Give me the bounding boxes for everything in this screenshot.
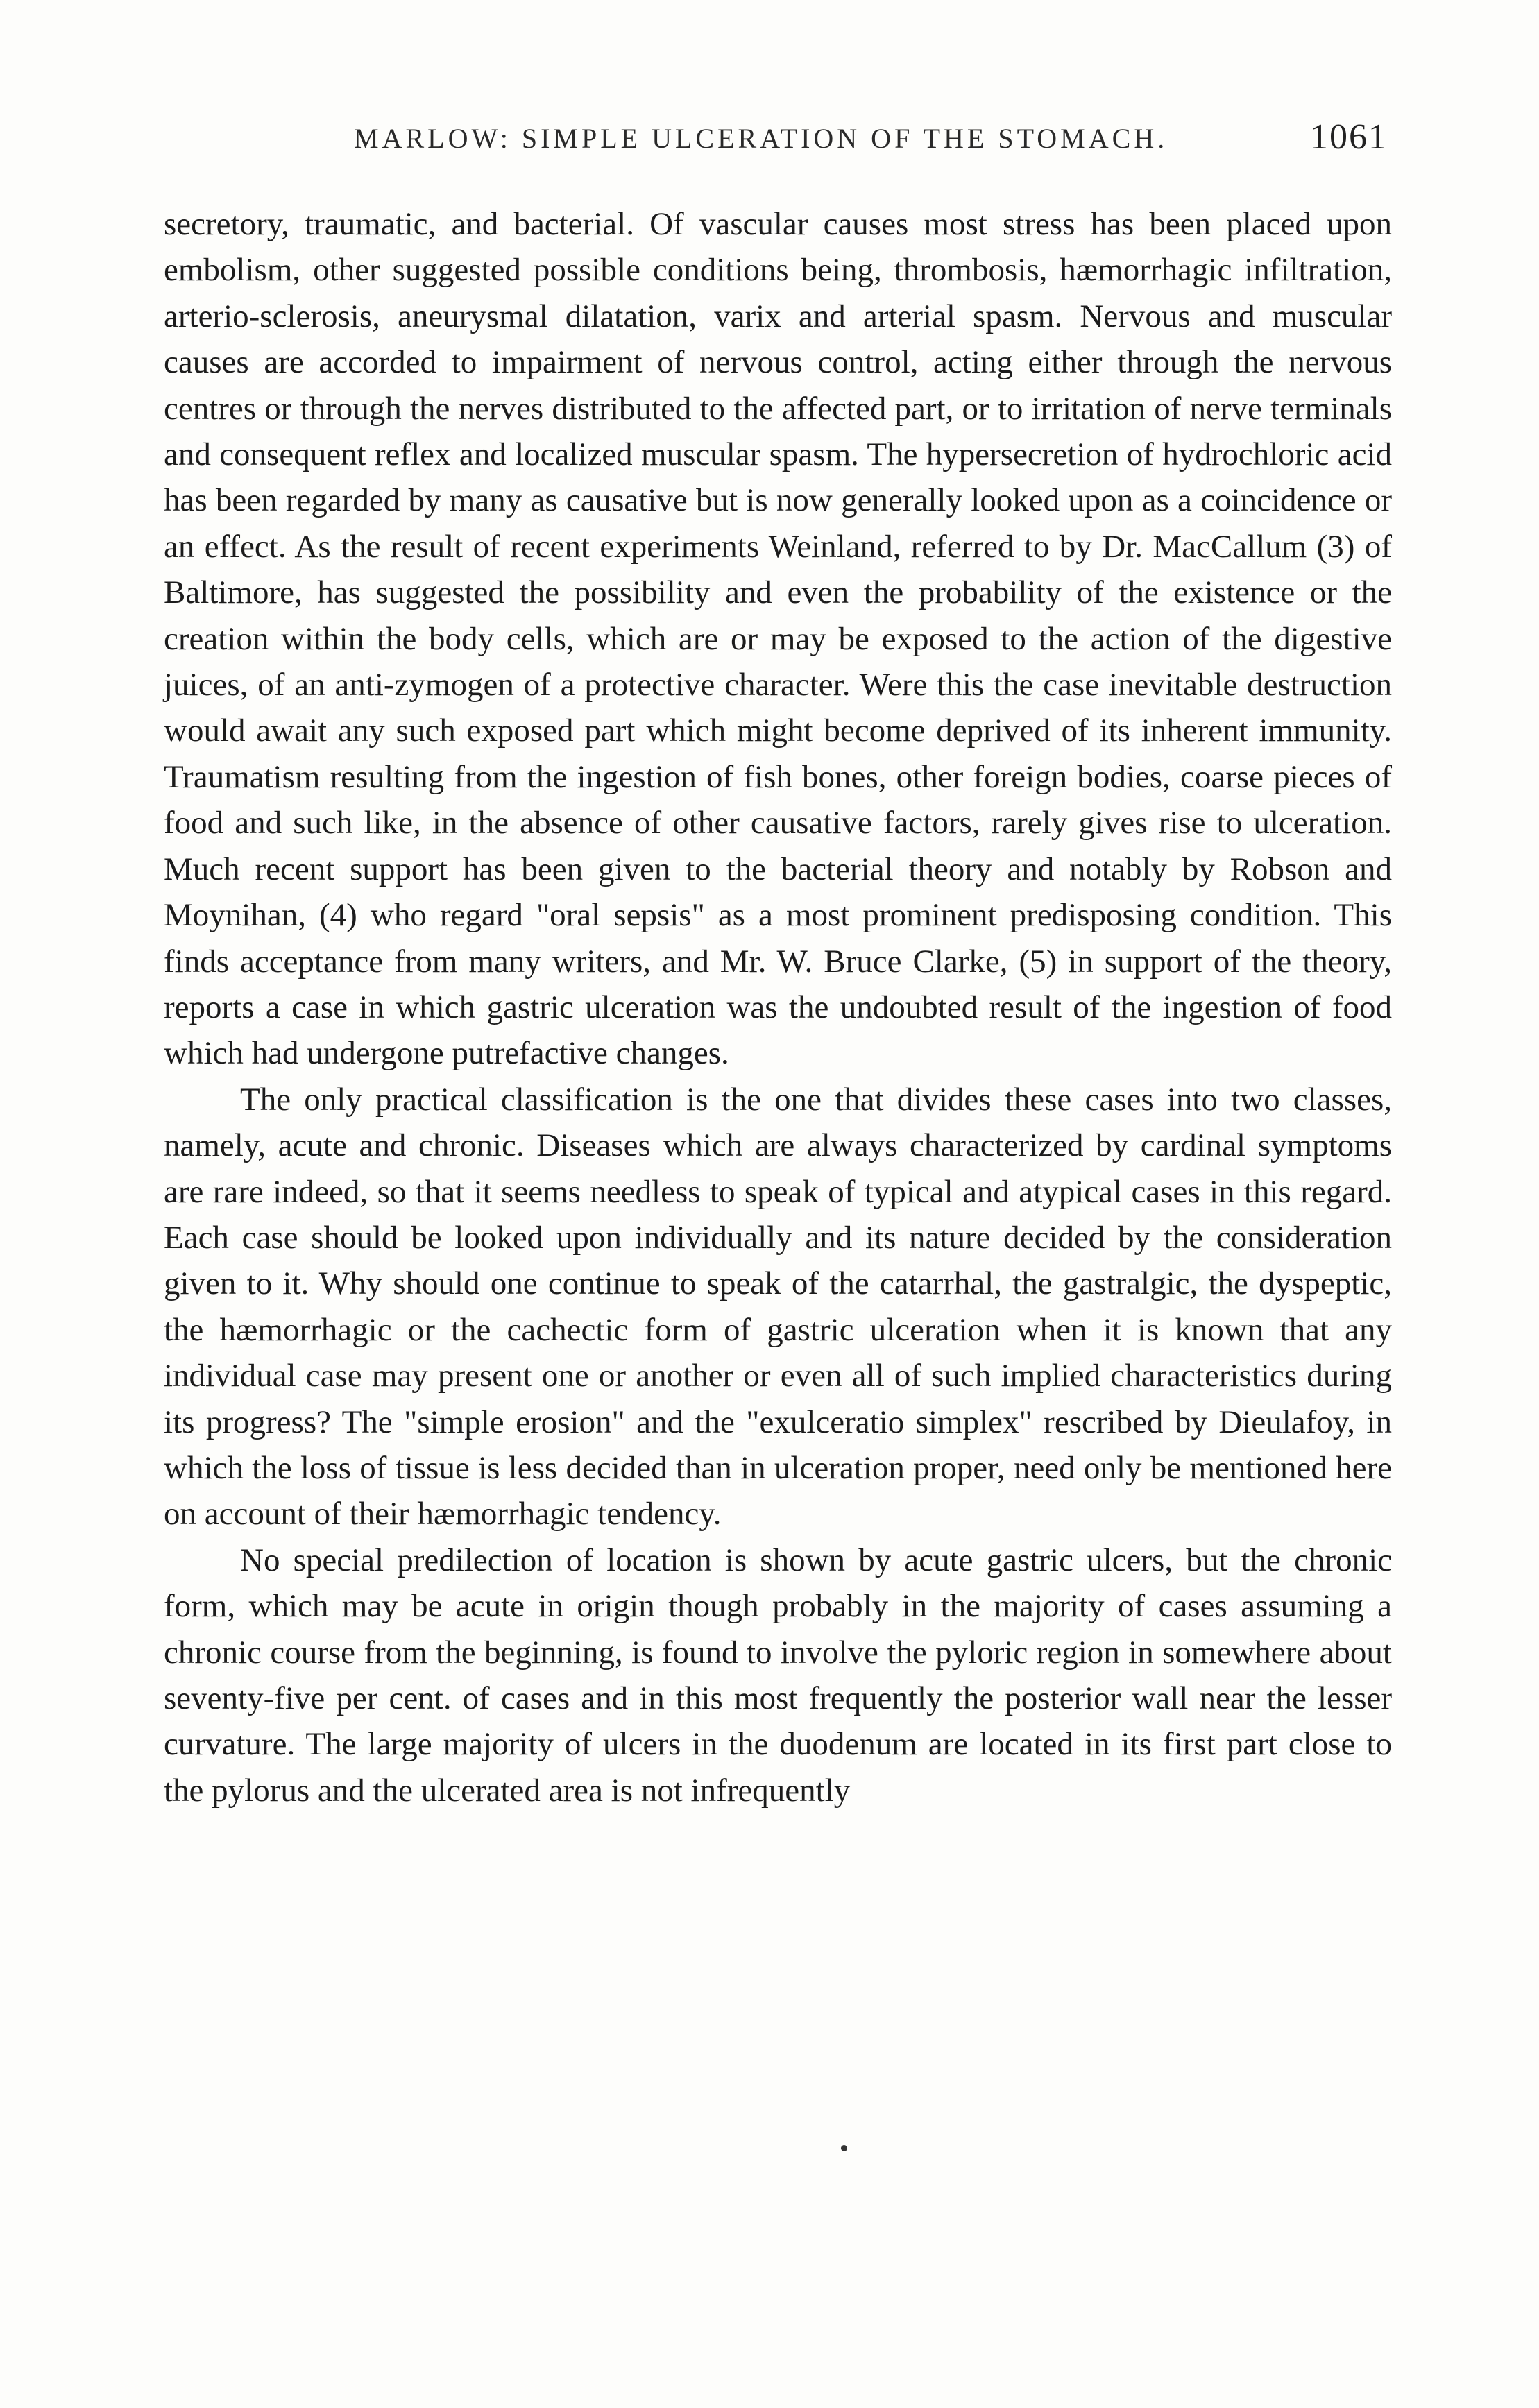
running-title: MARLOW: SIMPLE ULCERATION OF THE STOMACH. (354, 123, 1168, 154)
running-head (167, 117, 1388, 165)
body-text (164, 201, 1392, 1813)
paragraph-causes: secretory, traumatic, and bacterial. Of vascular causes most stress has been placed upon embolism, other suggested possible conditions being, thrombosis, hæmorrhagic infiltration, arterio-sclerosis, aneurysmal dilatation, varix and arterial spasm. Nervous and muscular causes are accorded to impairment of nervous control, acting either through the nervous centres or through the nerves distributed to the affected part, or to irritation of nerve terminals and consequent reflex and localized muscular spasm. The hypersecretion of hydrochloric acid has been regarded by many as causative but is now generally looked upon as a coincidence or an effect. As the result of recent experiments Weinland, referred to by Dr. MacCallum (3) of Baltimore, has suggested the possibility and even the probability of the existence or the creation within the body cells, which are or may be exposed to the action of the digestive juices, of an anti-zymogen of a protective character. Were this the case inevitable destruction would await any such exposed part which might become deprived of its inherent immunity. Traumatism resulting from the ingestion of fish bones, other foreign bodies, coarse pieces of food and such like, in the absence of other causative factors, rarely gives rise to ulceration. Much recent support has been given to the bacterial theory and notably by Robson and Moynihan, (4) who regard "oral sepsis" as a most prominent predisposing condition. This finds acceptance from many writers, and Mr. W. Bruce Clarke, (5) in support of the theory, reports a case in which gastric ulceration was the undoubted result of the ingestion of food which had undergone putrefactive changes. (164, 206, 1392, 1072)
page-number: 1061 (1310, 117, 1388, 157)
paragraph-location: No special predilection of location is shown by acute gastric ulcers, but the chronic form, which may be acute in origin though probably in the majority of cases assuming a chronic course from the beginning, is found to involve the pyloric region in somewhere about seventy-five per cent. of cases and in this most frequently the posterior wall near the lesser curvature. The large majority of ulcers in the duodenum are located in its first part close to the pylorus and the ulcerated area is not infrequently (164, 1542, 1392, 1809)
print-dot-mark (841, 2145, 847, 2151)
paragraph-classification: The only practical classification is the one that divides these cases into two classes, namely, acute and chronic. Diseases which are always characterized by cardinal symptoms are rare indeed, so that it seems needless to speak of typical and atypical cases in this regard. Each case should be looked upon individually and its nature decided by the consideration given to it. Why should one continue to speak of the catarrhal, the gastralgic, the dyspeptic, the hæmorrhagic or the cachectic form of gastric ulceration when it is known that any individual case may present one or another or even all of such implied characteristics during its progress? The "simple erosion" and the "exulceratio simplex" rescribed by Dieulafoy, in which the loss of tissue is less decided than in ulceration proper, need only be mentioned here on account of their hæmorrhagic tendency. (164, 1081, 1392, 1532)
